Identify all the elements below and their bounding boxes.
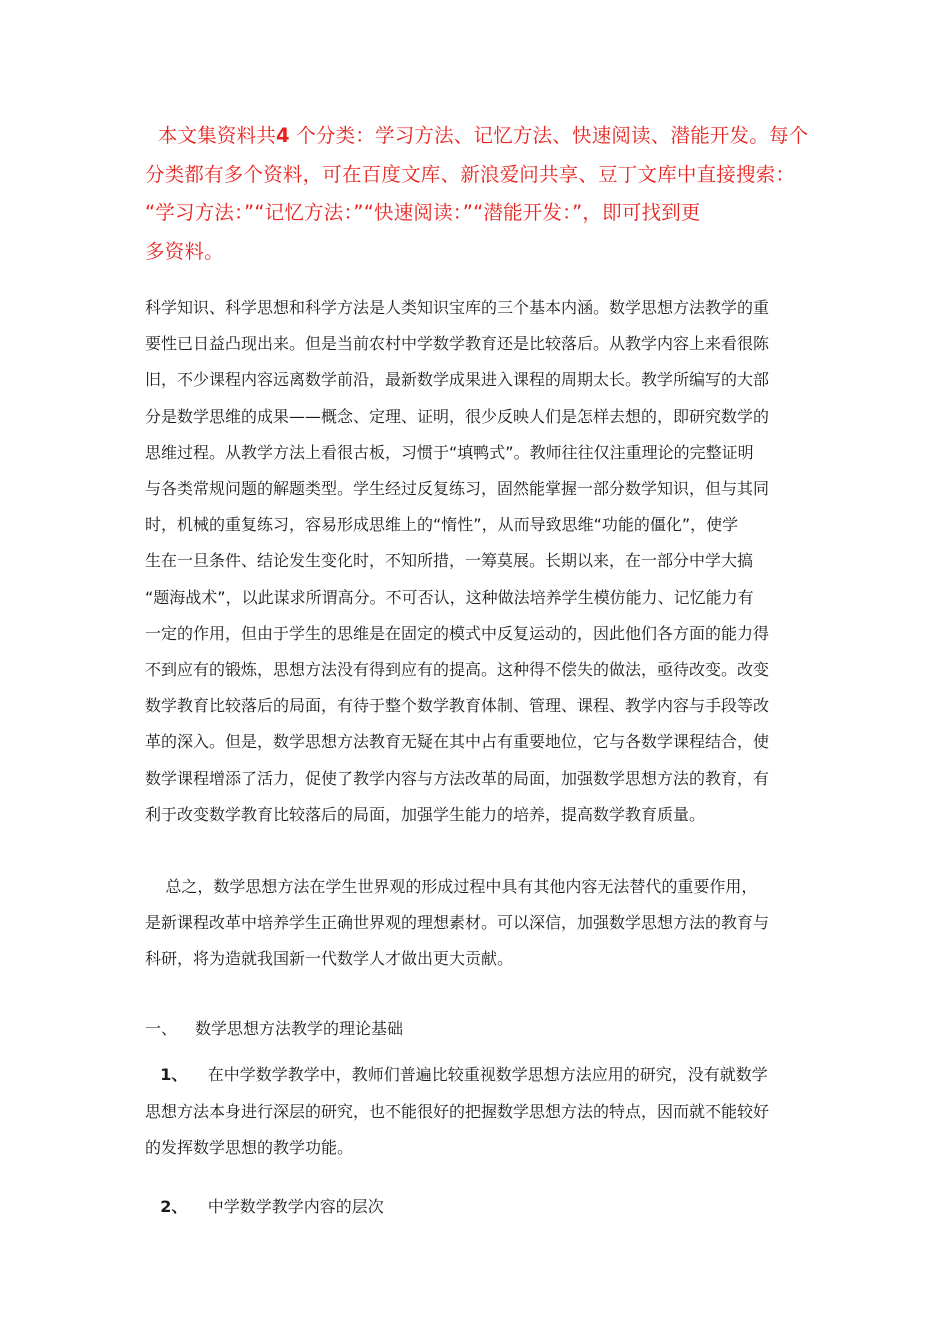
paragraph-line: 生在一旦条件、结论发生变化时，不知所措，一筹莫展。长期以来，在一部分中学大搞 xyxy=(145,551,754,571)
list-item-line: 思想方法本身进行深层的研究，也不能很好的把握数学思想方法的特点，因而就不能较好 xyxy=(145,1101,770,1121)
paragraph-line: “题海战术”，以此谋求所谓高分。不可否认，这种做法培养学生模仿能力、记忆能力有 xyxy=(145,587,754,607)
category-count: 4 xyxy=(276,124,290,147)
paragraph-line: 科研，将为造就我国新一代数学人才做出更大贡献。 xyxy=(145,949,514,969)
paragraph-line: 时，机械的重复练习，容易形成思维上的“惰性”，从而导致思维“功能的僵化”，使学 xyxy=(145,515,739,535)
paragraph-line: 利于改变数学教育比较落后的局面，加强学生能力的培养，提高数学教育质量。 xyxy=(145,804,706,824)
paragraph-line: 是新课程改革中培养学生正确世界观的理想素材。可以深信，加强数学思想方法的教育与 xyxy=(145,913,770,933)
intro-line-4: 多资料。 xyxy=(145,239,224,263)
paragraph-line: 数学教育比较落后的局面，有待于整个数学教育体制、管理、课程、教学内容与手段等改 xyxy=(145,696,770,716)
paragraph-line: 分是数学思维的成果——概念、定理、证明，很少反映人们是怎样去想的，即研究数学的 xyxy=(145,406,770,426)
section-heading-1 xyxy=(145,1011,403,1047)
list-item-number: 2、 xyxy=(160,1197,188,1216)
paragraph-line: 不到应有的锻炼，思想方法没有得到应有的提高。这种得不偿失的做法，亟待改变。改变 xyxy=(145,660,770,680)
intro-line-2: 分类都有多个资料，可在百度文库、新浪爱问共享、豆丁文库中直接搜索： xyxy=(145,162,796,186)
intro-line-3: “学习方法：”“记忆方法：”“快速阅读：”“潜能开发：”，即可找到更 xyxy=(145,201,701,224)
list-item-line: 的发挥数学思想的教学功能。 xyxy=(145,1138,354,1157)
paragraph-importance xyxy=(145,290,810,833)
intro-text-a: 本文集资料共 xyxy=(157,124,277,147)
list-item-number: 1、 xyxy=(160,1065,188,1084)
list-item-1 xyxy=(145,1057,810,1167)
paragraph-line: 一定的作用，但由于学生的思维是在固定的模式中反复运动的，因此他们各方面的能力得 xyxy=(145,623,770,643)
paragraph-line: 思维过程。从教学方法上看很古板，习惯于“填鸭式”。教师往往仅注重理论的完整证明 xyxy=(145,442,754,462)
paragraph-line: 革的深入。但是，数学思想方法教育无疑在其中占有重要地位，它与各数学课程结合，使 xyxy=(145,732,770,752)
list-item-text: 中学数学教学内容的层次 xyxy=(207,1197,384,1216)
paragraph-line: 与各类常规问题的解题类型。学生经过反复练习，固然能掌握一部分数学知识，但与其同 xyxy=(145,479,770,499)
paragraph-line: 要性已日益凸现出来。但是当前农村中学数学教育还是比较落后。从教学内容上来看很陈 xyxy=(145,334,770,354)
section-title: 数学思想方法教学的理论基础 xyxy=(195,1019,404,1038)
paragraph-line: 数学课程增添了活力，促使了教学内容与方法改革的局面，加强数学思想方法的教育，有 xyxy=(145,768,770,788)
paragraph-line: 旧，不少课程内容远离数学前沿，最新数学成果进入课程的周期太长。教学所编写的大部 xyxy=(145,370,770,390)
paragraph-summary xyxy=(145,869,810,978)
intro-text-b: 个分类：学习方法、记忆方法、快速阅读、潜能开发。每个 xyxy=(296,124,809,147)
list-item-first-line xyxy=(145,1057,810,1094)
paragraph-line: 总之，数学思想方法在学生世界观的形成过程中具有其他内容无法替代的重要作用， xyxy=(145,877,758,896)
list-item-text: 在中学数学教学中，教师们普遍比较重视数学思想方法应用的研究，没有就数学 xyxy=(207,1065,768,1084)
intro-line-1 xyxy=(145,117,809,156)
intro-notice xyxy=(145,117,809,271)
list-item-first-line xyxy=(145,1189,810,1226)
paragraph-line: 科学知识、科学思想和科学方法是人类知识宝库的三个基本内涵。数学思想方法教学的重 xyxy=(145,298,770,317)
list-item-2 xyxy=(145,1189,810,1226)
section-marker: 一、 xyxy=(145,1019,178,1038)
